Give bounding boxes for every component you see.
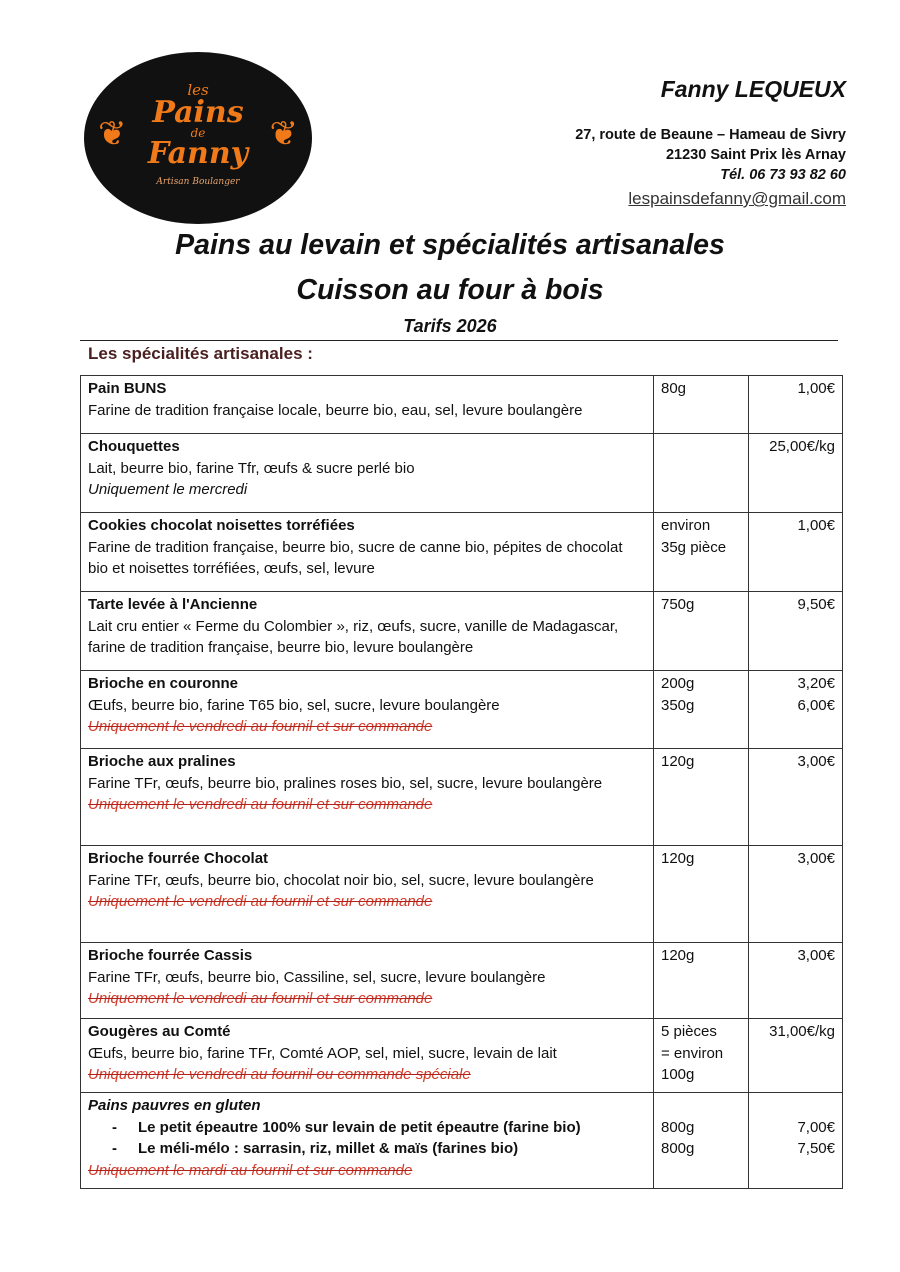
contact-address-line2: 21230 Saint Prix lès Arnay (665, 147, 846, 163)
price-table (80, 375, 843, 1189)
availability-note-struck: Uniquement le mardi au fournil et sur commande (88, 1161, 413, 1179)
list-item (88, 1117, 646, 1139)
price-cell (749, 1093, 843, 1189)
table-row (81, 671, 843, 749)
weight-value: = environ (661, 1044, 724, 1062)
price-cell: 31,00€/kg (749, 1019, 843, 1093)
price-cell: 3,00€ (749, 749, 843, 846)
price-value: 6,00€ (797, 696, 835, 714)
price-spacer (756, 1095, 835, 1117)
weight-value: 350g (661, 696, 695, 714)
logo-de: de (190, 126, 206, 140)
weight-cell (654, 671, 749, 749)
weight-value: 5 pièces (661, 1023, 717, 1040)
product-description: Œufs, beurre bio, farine TFr, Comté AOP, sel, miel, sucre, levain de lait (88, 1044, 557, 1062)
weight-cell (654, 513, 749, 592)
weight-value: 200g (661, 675, 695, 692)
list-item (88, 1138, 646, 1160)
product-name: Brioche aux pralines (88, 753, 236, 770)
price-cell: 25,00€/kg (749, 434, 843, 513)
weight-value: 800g (661, 1118, 695, 1136)
logo-fanny: Fanny (147, 136, 249, 171)
product-cell (81, 434, 654, 513)
product-description: Œufs, beurre bio, farine T65 bio, sel, sucre, levure boulangère (88, 696, 500, 714)
availability-note-struck: Uniquement le vendredi au fournil et sur commande (88, 718, 433, 735)
weight-cell: 80g (654, 376, 749, 434)
product-name: Gougères au Comté (88, 1023, 231, 1040)
price-cell: 9,50€ (749, 592, 843, 671)
price-value: 3,20€ (797, 675, 835, 692)
table-row (81, 749, 843, 846)
product-cell (81, 749, 654, 846)
product-cell (81, 1093, 654, 1189)
product-description: Farine TFr, œufs, beurre bio, Cassiline, sel, sucre, levure boulangère (88, 968, 546, 986)
wheat-icon: ❦ (98, 114, 127, 154)
availability-note-struck: Uniquement le vendredi au fournil et sur commande (88, 990, 433, 1007)
logo-tagline: Artisan Boulanger (156, 177, 240, 187)
product-description: Farine de tradition française locale, beurre bio, eau, sel, levure boulangère (88, 401, 583, 419)
weight-cell (654, 1019, 749, 1093)
weight-value: 100g (661, 1066, 695, 1083)
contact-block (575, 76, 846, 209)
weight-value: environ (661, 517, 711, 534)
price-cell (749, 671, 843, 749)
logo-pains: Pains (152, 95, 244, 130)
bullet-dash: - (112, 1140, 117, 1157)
section-heading: Les spécialités artisanales : (88, 344, 313, 363)
wheat-icon: ❦ (269, 114, 298, 154)
contact-email-link[interactable]: lespainsdefanny@gmail.com (628, 189, 846, 208)
table-row (81, 846, 843, 943)
contact-address-line1: 27, route de Beaune – Hameau de Sivry (575, 127, 846, 143)
product-cell (81, 513, 654, 592)
price-cell: 3,00€ (749, 846, 843, 943)
list-item-label: Le méli-mélo : sarrasin, riz, millet & maïs (farines bio) (138, 1140, 519, 1157)
price-value: 7,50€ (797, 1140, 835, 1157)
table-row (81, 376, 843, 434)
availability-note-struck: Uniquement le vendredi au fournil et sur commande (88, 893, 433, 910)
table-row (81, 1019, 843, 1093)
table-row (81, 513, 843, 592)
price-cell: 3,00€ (749, 943, 843, 1019)
page-subtitle: Cuisson au four à bois (296, 274, 604, 306)
product-name: Brioche en couronne (88, 675, 239, 692)
weight-value: 35g pièce (661, 538, 727, 556)
product-cell (81, 376, 654, 434)
product-cell (81, 592, 654, 671)
product-cell (81, 943, 654, 1019)
availability-note-struck: Uniquement le vendredi au fournil ou commande spéciale (88, 1066, 471, 1083)
weight-cell: 750g (654, 592, 749, 671)
product-description: Lait, beurre bio, farine Tfr, œufs & sucre perlé bio (88, 459, 415, 477)
product-name: Brioche fourrée Chocolat (88, 850, 269, 867)
product-name: Pain BUNS (88, 380, 167, 397)
weight-cell: 120g (654, 749, 749, 846)
product-cell (81, 671, 654, 749)
bullet-dash: - (112, 1118, 117, 1136)
bakery-logo (84, 52, 312, 224)
product-name: Brioche fourrée Cassis (88, 947, 253, 964)
product-cell (81, 1019, 654, 1093)
product-name: Cookies chocolat noisettes torréfiées (88, 517, 355, 534)
logo-les: les (187, 81, 209, 99)
product-description: Lait cru entier « Ferme du Colombier », riz, œufs, sucre, vanille de Madagascar, farine de tradition française, beurre bio, levure boulangère (88, 617, 619, 656)
list-item-label: Le petit épeautre 100% sur levain de petit épeautre (farine bio) (138, 1118, 581, 1136)
weight-spacer (661, 1095, 741, 1117)
contact-phone: Tél. 06 73 93 82 60 (720, 167, 846, 183)
table-row (81, 434, 843, 513)
product-description: Farine TFr, œufs, beurre bio, chocolat noir bio, sel, sucre, levure boulangère (88, 871, 594, 889)
price-cell: 1,00€ (749, 513, 843, 592)
availability-note: Uniquement le mercredi (88, 481, 248, 498)
table-row (81, 1093, 843, 1189)
weight-cell: 120g (654, 943, 749, 1019)
contact-name: Fanny LEQUEUX (660, 76, 846, 102)
weight-value: 800g (661, 1140, 695, 1157)
product-name: Tarte levée à l'Ancienne (88, 596, 258, 613)
page-title: Pains au levain et spécialités artisanales (175, 229, 725, 261)
gluten-section-title: Pains pauvres en gluten (88, 1097, 261, 1114)
product-name: Chouquettes (88, 438, 180, 455)
weight-cell (654, 1093, 749, 1189)
availability-note-struck: Uniquement le vendredi au fournil et sur commande (88, 796, 433, 813)
product-description: Farine de tradition française, beurre bio, sucre de canne bio, pépites de chocolat bio et noisettes torréfiées, œufs, sel, levure (88, 538, 623, 577)
weight-cell (654, 434, 749, 513)
section-divider (80, 340, 838, 341)
table-row (81, 592, 843, 671)
price-cell: 1,00€ (749, 376, 843, 434)
tarifs-year: Tarifs 2026 (403, 316, 497, 336)
price-value: 7,00€ (797, 1118, 835, 1136)
table-row (81, 943, 843, 1019)
weight-cell: 120g (654, 846, 749, 943)
product-cell (81, 846, 654, 943)
product-description: Farine TFr, œufs, beurre bio, pralines roses bio, sel, sucre, levure boulangère (88, 774, 603, 792)
